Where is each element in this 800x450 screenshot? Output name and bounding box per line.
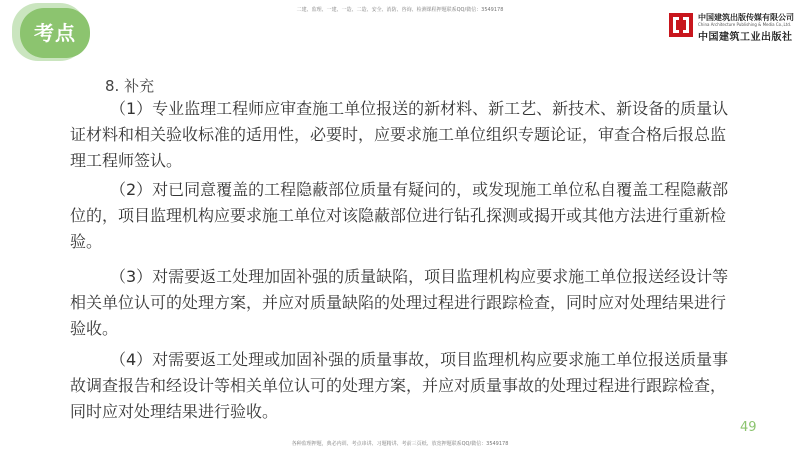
badge-label: 考点 xyxy=(20,8,90,58)
publisher-logo-block xyxy=(668,12,793,42)
publisher-logo-icon xyxy=(668,12,694,38)
section-title: 8. 补充 xyxy=(105,77,155,95)
bottom-watermark-note: 各种监理押题，典必内训、考点串讲、习题精讲、考前三页纸、放宽押题联系QQ/微信：3549178 xyxy=(291,441,509,447)
top-watermark-note: 二建、监理、一建、一造、二造、安全、消防、咨询、检测课程押题联系QQ/微信：3549178 xyxy=(296,7,504,13)
paragraph-3 xyxy=(70,264,730,343)
publisher-name-en: China Architecture Publishing & Media Co.,Ltd. xyxy=(698,22,792,27)
paragraph-2 xyxy=(70,177,730,256)
page-number: 49 xyxy=(740,420,757,435)
publisher-name: 中国建筑出版传媒有限公司 xyxy=(698,13,794,22)
paragraph-1 xyxy=(70,96,730,175)
paragraph-1-text: （1）专业监理工程师应审查施工单位报送的新材料、新工艺、新技术、新设备的质量认证材料和相关验收标准的适用性，必要时，应要求施工单位组织专题论证，审查合格后报总监理工程师签认。 xyxy=(70,99,729,171)
paragraph-3-text: （3）对需要返工处理加固补强的质量缺陷，项目监理机构应要求施工单位报送经设计等相关单位认可的处理方案，并应对质量缺陷的处理过程进行跟踪检查，同时应对处理结果进行验收。 xyxy=(70,267,729,339)
publisher-name-2: 中国建筑工业出版社 xyxy=(698,32,793,43)
paragraph-4-text: （4）对需要返工处理或加固补强的质量事故，项目监理机构应要求施工单位报送质量事故调查报告和经设计等相关单位认可的处理方案，并应对质量事故的处理过程进行跟踪检查，同时应对处理结果进行验收。 xyxy=(70,350,729,422)
paragraph-4 xyxy=(70,347,730,426)
paragraph-2-text: （2）对已同意覆盖的工程隐蔽部位质量有疑问的，或发现施工单位私自覆盖工程隐蔽部位的，项目监理机构应要求施工单位对该隐蔽部位进行钻孔探测或揭开或其他方法进行重新检验。 xyxy=(70,180,729,252)
